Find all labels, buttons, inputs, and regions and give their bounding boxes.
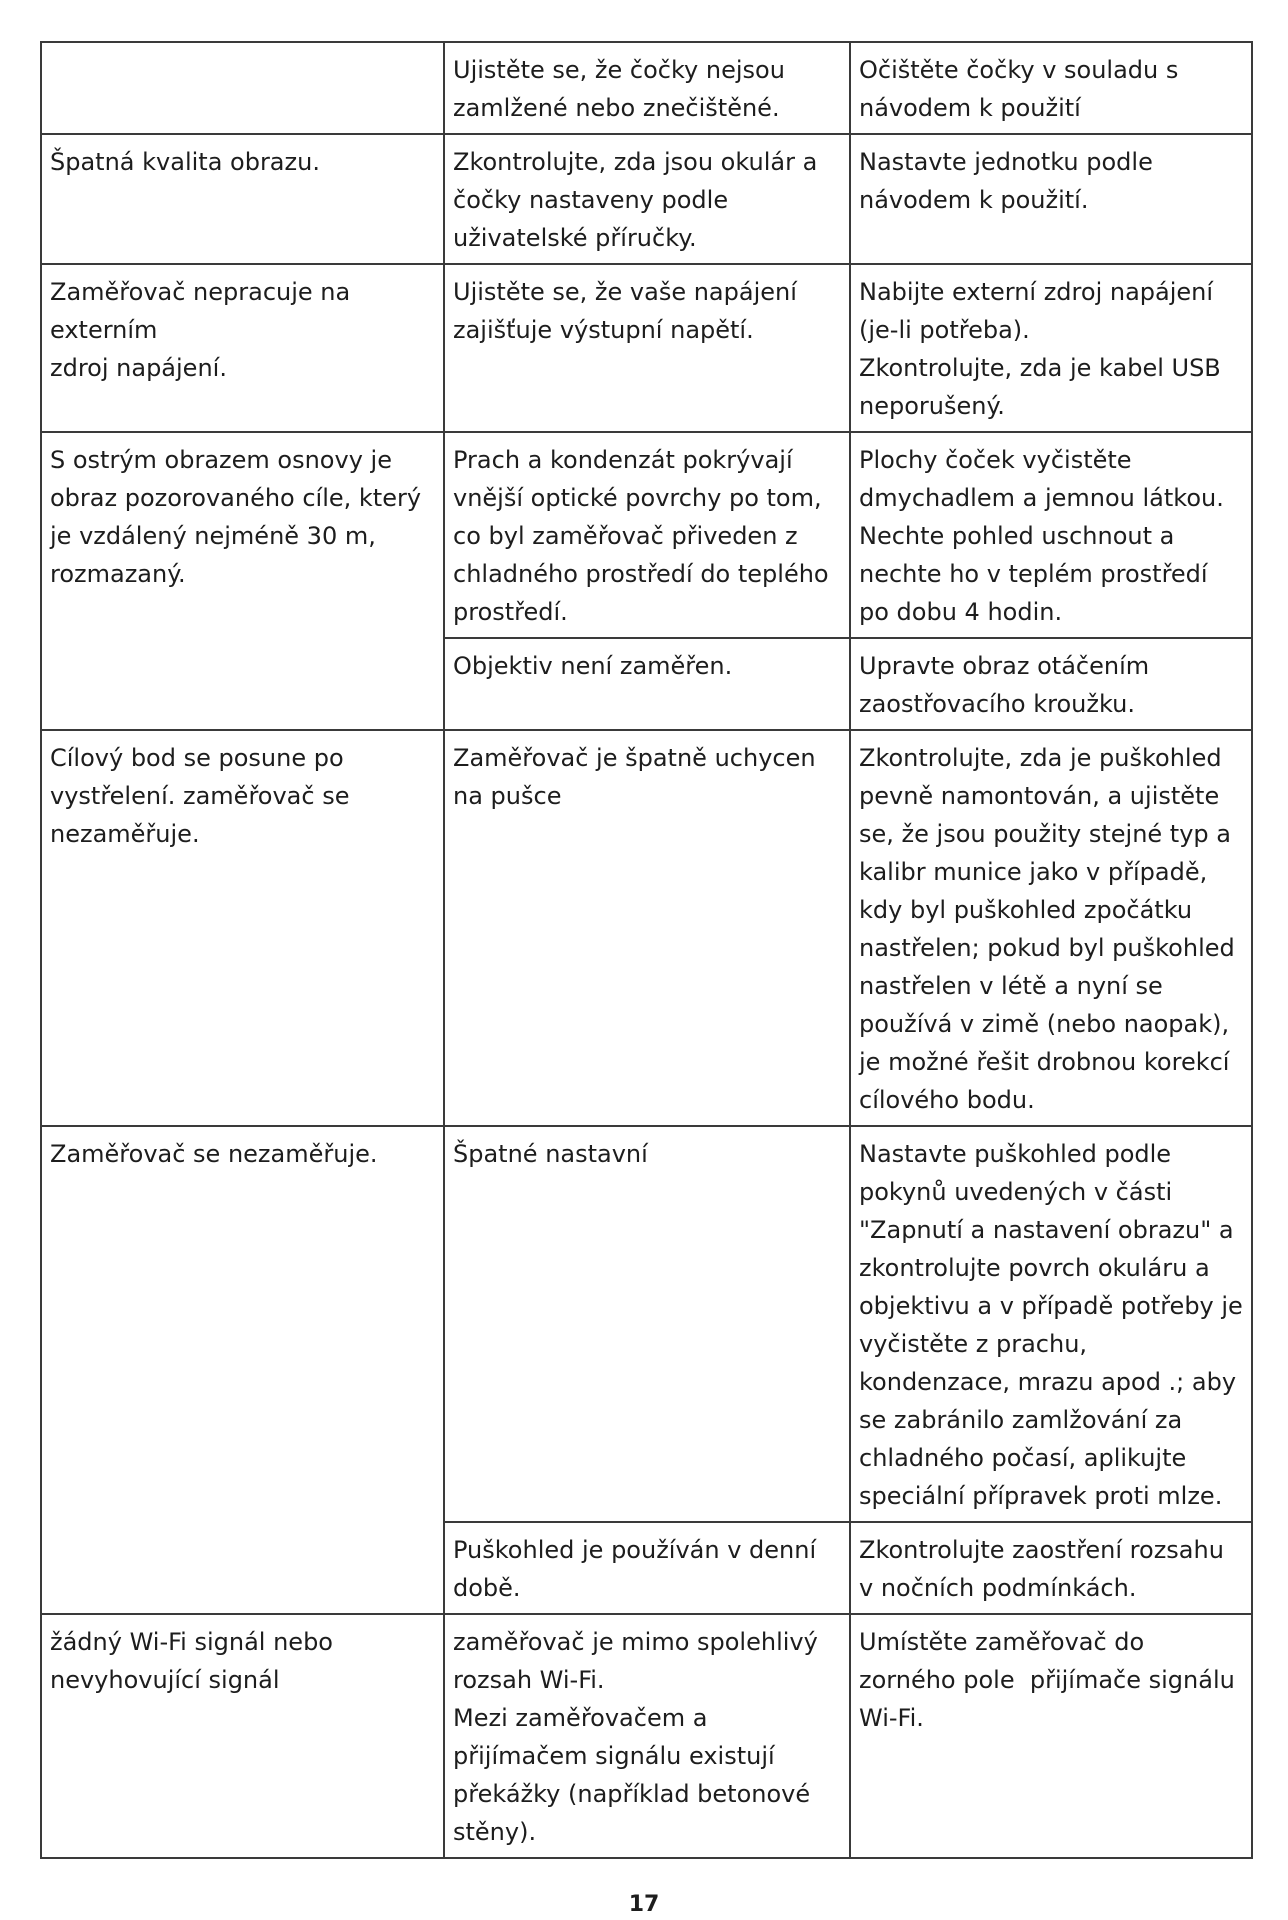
page-number: 17 [628, 1892, 660, 1917]
cause-cell: Ujistěte se, že vaše napájení zajišťuje výstupní napětí. [444, 264, 850, 432]
cause-cell: Puškohled je používán v denní době. [444, 1522, 850, 1614]
cause-cell: Zkontrolujte, zda jsou okulár a čočky nastaveny podle uživatelské příručky. [444, 134, 850, 264]
cause-cell: Špatné nastavní [444, 1126, 850, 1522]
table-row [41, 42, 1252, 134]
troubleshooting-table [40, 41, 1253, 1859]
solution-cell: Zkontrolujte, zda je puškohled pevně namontován, a ujistěte se, že jsou použity stejné typ a kalibr munice jako v případě, kdy byl puškohled zpočátku nastřelen; pokud byl puškohled nastřelen v létě a nyní se používá v zimě (nebo naopak), je možné řešit drobnou korekcí cílového bodu. [850, 730, 1252, 1126]
problem-cell [41, 42, 444, 134]
problem-cell: Cílový bod se posune po vystřelení. zaměřovač se nezaměřuje. [41, 730, 444, 1126]
cause-cell: Zaměřovač je špatně uchycen na pušce [444, 730, 850, 1126]
table-row [41, 1614, 1252, 1858]
table-row [41, 730, 1252, 1126]
cause-cell: zaměřovač je mimo spolehlivý rozsah Wi-Fi. Mezi zaměřovačem a přijímačem signálu existují překážky (například betonové stěny). [444, 1614, 850, 1858]
solution-cell: Umístěte zaměřovač do zorného pole přijímače signálu Wi-Fi. [850, 1614, 1252, 1858]
solution-cell: Plochy čoček vyčistěte dmychadlem a jemnou látkou. Nechte pohled uschnout a nechte ho v teplém prostředí po dobu 4 hodin. [850, 432, 1252, 638]
solution-cell: Upravte obraz otáčením zaostřovacího kroužku. [850, 638, 1252, 730]
cause-cell: Prach a kondenzát pokrývají vnější optické povrchy po tom, co byl zaměřovač přiveden z chladného prostředí do teplého prostředí. [444, 432, 850, 638]
solution-cell: Nastavte puškohled podle pokynů uvedených v části "Zapnutí a nastavení obrazu" a zkontrolujte povrch okuláru a objektivu a v případě potřeby je vyčistěte z prachu, kondenzace, mrazu apod .; aby se zabránilo zamlžování za chladného počasí, aplikujte speciální přípravek proti mlze. [850, 1126, 1252, 1522]
table-row [41, 264, 1252, 432]
problem-cell: Zaměřovač se nezaměřuje. [41, 1126, 444, 1614]
table-row [41, 134, 1252, 264]
solution-cell: Zkontrolujte zaostření rozsahu v nočních podmínkách. [850, 1522, 1252, 1614]
problem-cell: S ostrým obrazem osnovy je obraz pozorovaného cíle, který je vzdálený nejméně 30 m, rozmazaný. [41, 432, 444, 730]
problem-cell: Zaměřovač nepracuje na externím zdroj napájení. [41, 264, 444, 432]
problem-cell: Špatná kvalita obrazu. [41, 134, 444, 264]
cause-cell: Objektiv není zaměřen. [444, 638, 850, 730]
table-row [41, 432, 1252, 638]
solution-cell: Očištěte čočky v souladu s návodem k použití [850, 42, 1252, 134]
problem-cell: žádný Wi-Fi signál nebo nevyhovující signál [41, 1614, 444, 1858]
cause-cell: Ujistěte se, že čočky nejsou zamlžené nebo znečištěné. [444, 42, 850, 134]
solution-cell: Nabijte externí zdroj napájení (je-li potřeba). Zkontrolujte, zda je kabel USB neporušený. [850, 264, 1252, 432]
table-row [41, 1126, 1252, 1522]
solution-cell: Nastavte jednotku podle návodem k použití. [850, 134, 1252, 264]
